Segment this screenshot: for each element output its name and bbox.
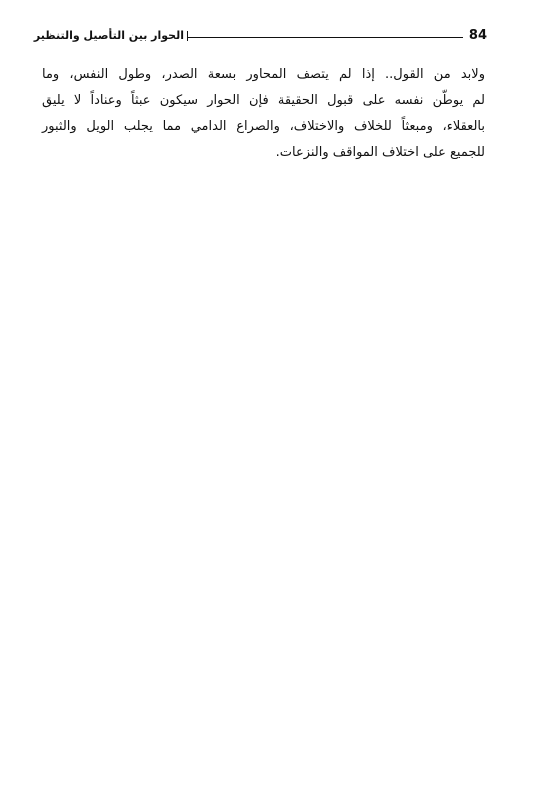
- running-header: [33, 26, 487, 48]
- page-number: 84: [468, 28, 487, 43]
- paragraph-line: ولابد من القول.. إذا لم يتصف المحاور بسعة الصدر، وطول النفس، وما: [42, 67, 485, 82]
- paragraph-line: لم يوطّن نفسه على قبول الحقيقة فإن الحوار سيكون عبثاً وعناداً لا يليق: [42, 93, 485, 108]
- header-rule: [188, 37, 463, 38]
- header-rule-tick: [187, 31, 188, 41]
- paragraph-line: للجميع على اختلاف المواقف والنزعات.: [275, 145, 485, 160]
- running-title: الحوار بين التأصيل والتنظير: [33, 29, 184, 42]
- body-paragraph: [42, 62, 485, 166]
- paragraph-line: بالعقلاء، ومبعثاً للخلاف والاختلاف، والصراع الدامي مما يجلب الويل والثبور: [42, 119, 485, 134]
